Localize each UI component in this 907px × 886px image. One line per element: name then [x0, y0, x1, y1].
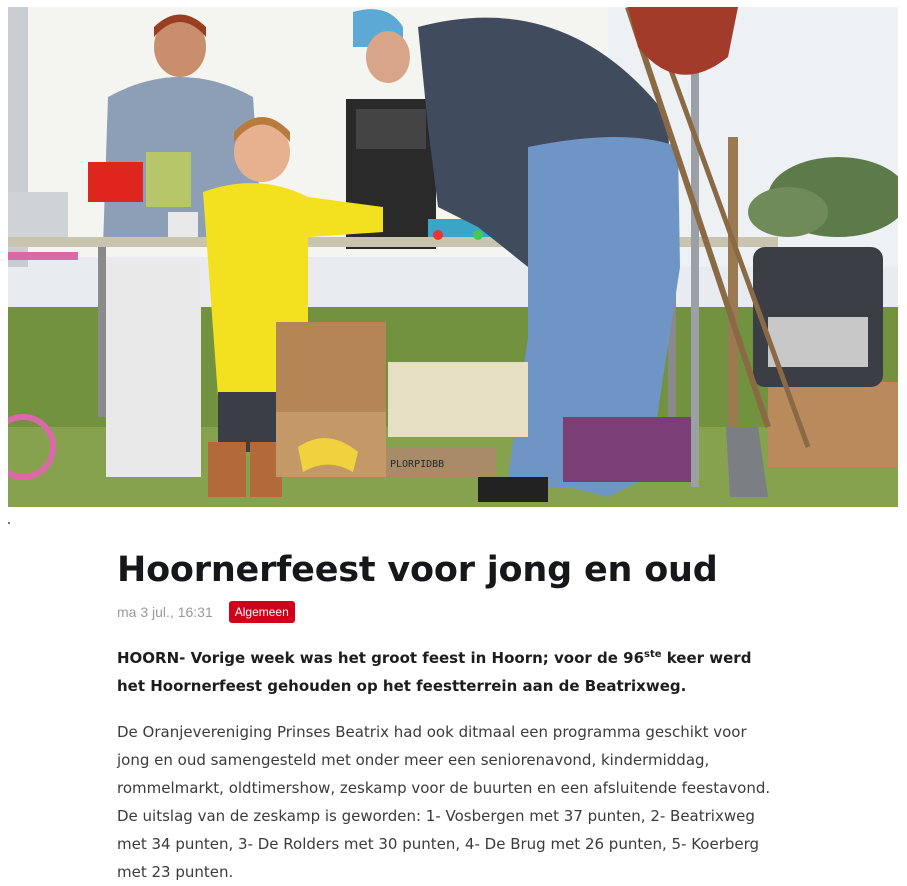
lead-text-2: keer werd het Hoornerfeest gehouden op het feestterrein aan de Beatrixweg. [117, 649, 752, 695]
rommelmarkt-photo-illustration [8, 7, 898, 507]
lead-text-1: HOORN- Vorige week was het groot feest in Hoorn; voor de 96 [117, 649, 644, 667]
divider-dot [8, 522, 10, 524]
article [117, 548, 777, 886]
hero-photo [8, 7, 898, 507]
article-meta [117, 600, 777, 624]
box-label: PLORPIDBB [390, 459, 445, 470]
article-lead [117, 644, 777, 700]
lead-superscript: ste [644, 649, 662, 660]
category-badge[interactable]: Algemeen [229, 601, 295, 623]
article-title: Hoornerfeest voor jong en oud [117, 550, 718, 590]
article-body: De Oranjevereniging Prinses Beatrix had ook ditmaal een programma geschikt voor jong en oud samengesteld met onder meer een seniorenavond, kindermiddag, rommelmarkt, oldtimershow, zeskamp voor de buurten en een afsluitende feestavond. De uitslag van de zeskamp is geworden: 1- Vosbergen met 37 punten, 2- Beatrixweg met 34 punten, 3- De Rolders met 30 punten, 4- De Brug met 26 punten, 5- Koerberg met 23 punten. [117, 723, 771, 881]
article-date: ma 3 jul., 16:31 [117, 604, 213, 620]
